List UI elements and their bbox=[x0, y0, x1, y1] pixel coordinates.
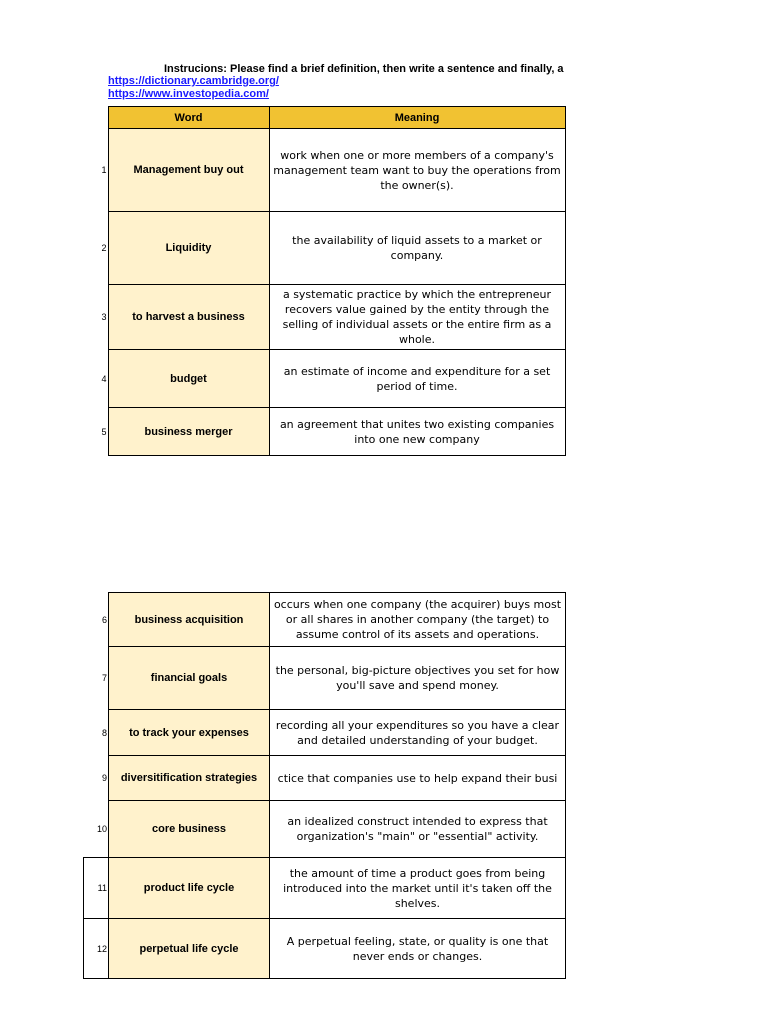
meaning-cell[interactable]: the personal, big-picture objectives you set for how you'll save and spend money. bbox=[270, 647, 566, 710]
row-number: 3 bbox=[101, 312, 107, 322]
word-cell[interactable]: business merger bbox=[108, 408, 269, 456]
table-row bbox=[83, 129, 565, 212]
investopedia-link[interactable]: https://www.investopedia.com/ bbox=[108, 88, 269, 100]
table-row bbox=[84, 756, 566, 801]
row-number: 8 bbox=[101, 727, 107, 738]
column-header-meaning: Meaning bbox=[269, 107, 565, 129]
table-row bbox=[84, 710, 566, 756]
row-number: 2 bbox=[101, 243, 107, 253]
row-number: 12 bbox=[84, 919, 109, 979]
instructions-text: Instrucions: Please find a brief definition, then write a sentence and finally, a bbox=[164, 63, 564, 75]
meaning-cell[interactable]: an estimate of income and expenditure for a set period of time. bbox=[269, 350, 565, 408]
word-cell[interactable]: Management buy out bbox=[108, 129, 269, 212]
column-header-word: Word bbox=[108, 107, 269, 129]
vocabulary-table-part-2 bbox=[83, 592, 566, 979]
header-number-cell bbox=[83, 107, 108, 129]
meaning-cell[interactable]: ctice that companies use to help expand their busi bbox=[270, 756, 566, 801]
table-row bbox=[83, 408, 565, 456]
meaning-cell[interactable]: an agreement that unites two existing companies into one new company bbox=[269, 408, 565, 456]
word-cell[interactable]: budget bbox=[108, 350, 269, 408]
table-row bbox=[84, 647, 566, 710]
table-row bbox=[83, 285, 565, 350]
meaning-cell[interactable]: a systematic practice by which the entrepreneur recovers value gained by the entity through the selling of individual assets or the entire firm as a whole. bbox=[269, 285, 565, 350]
word-cell[interactable]: Liquidity bbox=[108, 212, 269, 285]
row-number: 11 bbox=[84, 858, 109, 919]
row-number: 6 bbox=[101, 614, 107, 625]
meaning-cell[interactable] bbox=[270, 593, 566, 647]
table-row bbox=[83, 212, 565, 285]
table-row bbox=[84, 858, 566, 919]
word-cell[interactable]: financial goals bbox=[109, 647, 270, 710]
word-cell[interactable]: to track your expenses bbox=[109, 710, 270, 756]
cambridge-dictionary-link[interactable]: https://dictionary.cambridge.org/ bbox=[108, 75, 279, 87]
table-row bbox=[84, 919, 566, 979]
meaning-cell[interactable]: the availability of liquid assets to a market or company. bbox=[269, 212, 565, 285]
meaning-cell[interactable]: an idealized construct intended to express that organization's "main" or "essential" activity. bbox=[270, 801, 566, 858]
row-number: 10 bbox=[96, 823, 107, 834]
row-number: 7 bbox=[101, 673, 107, 683]
table-header-row bbox=[83, 107, 565, 129]
meaning-cell[interactable]: A perpetual feeling, state, or quality is one that never ends or changes. bbox=[270, 919, 566, 979]
word-cell[interactable]: product life cycle bbox=[109, 858, 270, 919]
word-cell[interactable]: to harvest a business bbox=[108, 285, 269, 350]
word-cell[interactable]: diversitification strategies bbox=[109, 756, 270, 801]
table-row bbox=[84, 801, 566, 858]
meaning-cell[interactable]: work when one or more members of a company's management team want to buy the operations from the owner(s). bbox=[269, 129, 565, 212]
row-number: 5 bbox=[101, 426, 107, 437]
row-number: 9 bbox=[101, 773, 107, 783]
word-cell[interactable]: business acquisition bbox=[109, 593, 270, 647]
word-cell[interactable]: core business bbox=[109, 801, 270, 858]
meaning-cell[interactable]: recording all your expenditures so you have a clear and detailed understanding of your budget. bbox=[270, 710, 566, 756]
meaning-cell[interactable]: the amount of time a product goes from being introduced into the market until it's taken off the shelves. bbox=[270, 858, 566, 919]
row-number: 4 bbox=[101, 373, 107, 384]
meaning-text: occurs when one company (the acquirer) buys most or all shares in another company (the target) to assume control of its assets and operations. bbox=[273, 598, 562, 641]
word-cell[interactable]: perpetual life cycle bbox=[109, 919, 270, 979]
table-row bbox=[83, 350, 565, 408]
table-row bbox=[84, 593, 566, 647]
row-number: 1 bbox=[101, 165, 107, 175]
vocabulary-table-part-1 bbox=[83, 106, 566, 456]
